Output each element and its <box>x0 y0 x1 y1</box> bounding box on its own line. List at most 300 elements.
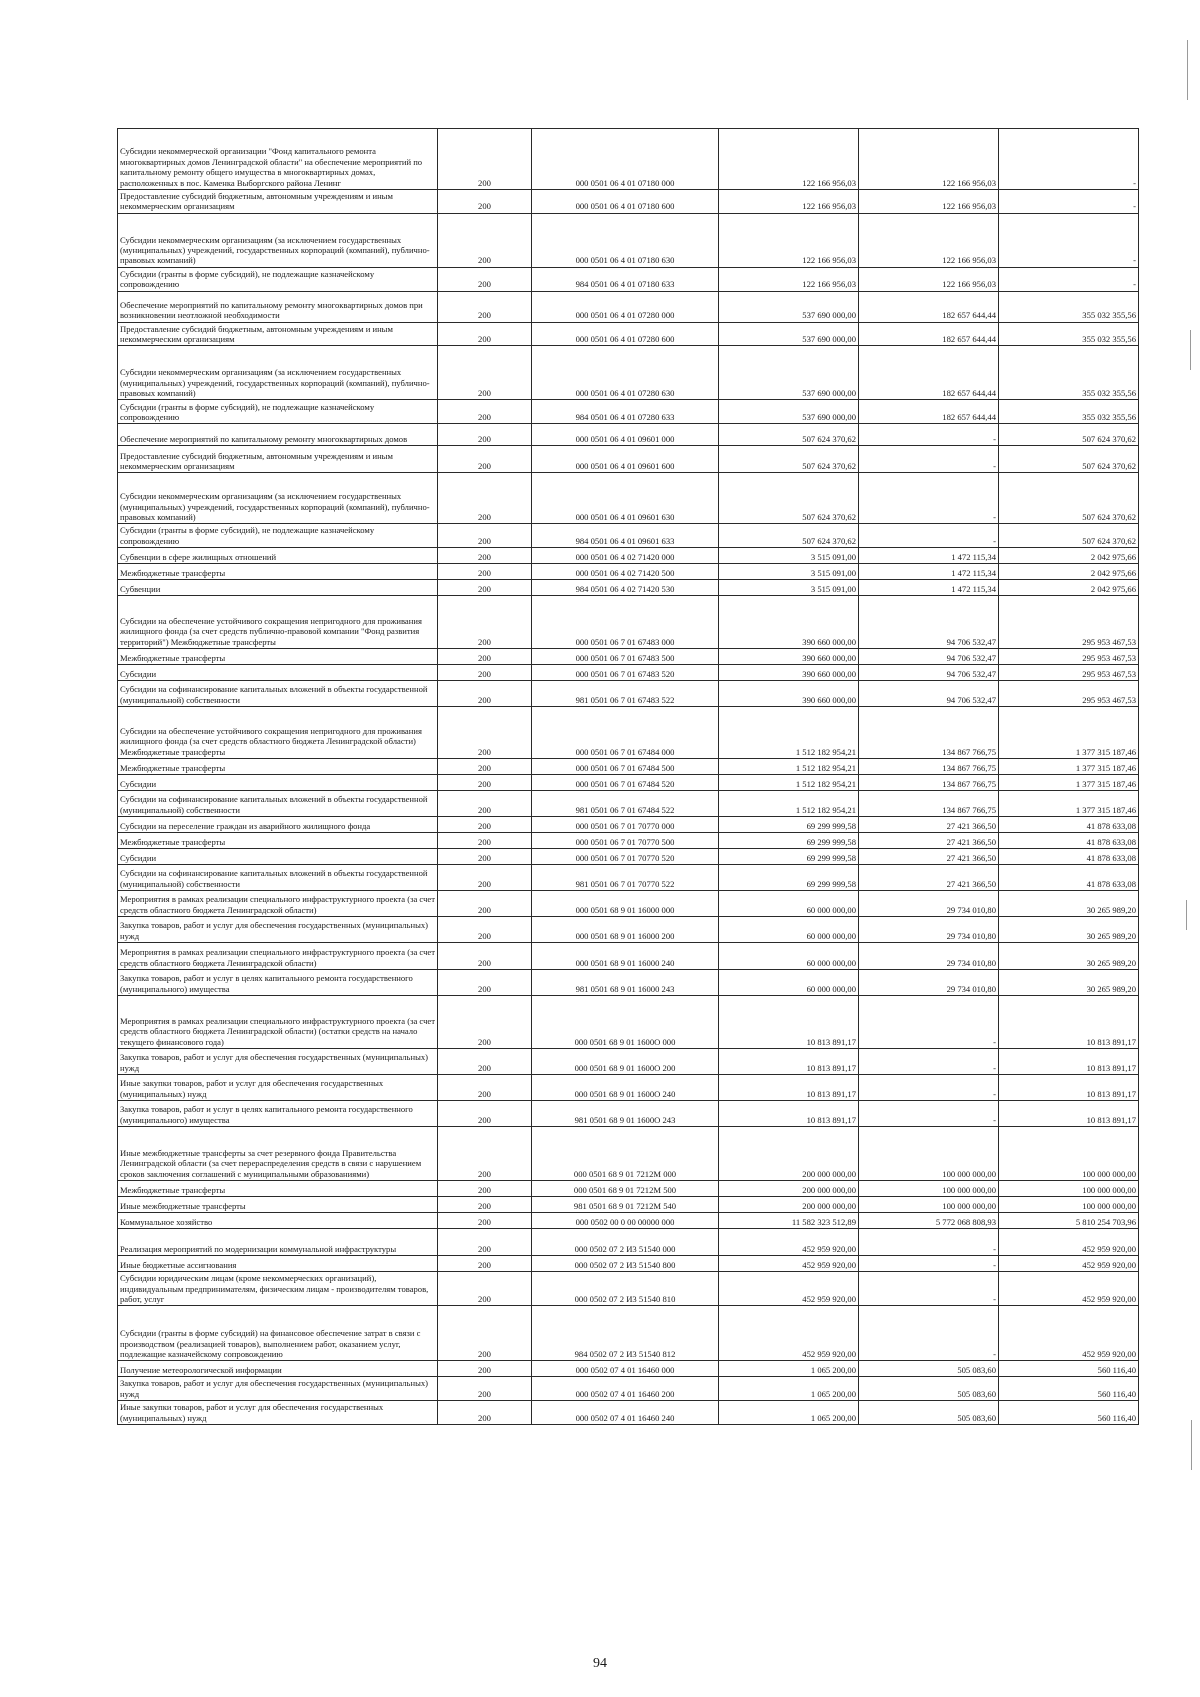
cell-executed: 1 472 115,34 <box>859 580 999 596</box>
cell-line-code: 200 <box>438 1272 532 1306</box>
table-row <box>118 1361 1139 1377</box>
cell-unexecuted: 355 032 355,56 <box>999 291 1139 322</box>
cell-executed: 182 657 644,44 <box>859 322 999 346</box>
table-row <box>118 424 1139 446</box>
cell-unexecuted: 100 000 000,00 <box>999 1197 1139 1213</box>
cell-approved: 200 000 000,00 <box>719 1197 859 1213</box>
cell-line-code: 200 <box>438 1401 532 1425</box>
table-row <box>118 817 1139 833</box>
cell-line-code: 200 <box>438 596 532 649</box>
table-row <box>118 943 1139 970</box>
cell-executed: 134 867 766,75 <box>859 707 999 759</box>
cell-name: Субсидии на софинансирование капитальных вложений в объекты государственной (муниципальной) собственности <box>118 681 438 707</box>
table-row <box>118 649 1139 665</box>
cell-line-code: 200 <box>438 291 532 322</box>
cell-approved: 11 582 323 512,89 <box>719 1213 859 1229</box>
cell-line-code: 200 <box>438 1213 532 1229</box>
cell-budget-code: 000 0501 06 4 01 07280 000 <box>532 291 719 322</box>
cell-line-code: 200 <box>438 548 532 564</box>
cell-name: Закупка товаров, работ и услуг в целях капитального ремонта государственного (муниципального) имущества <box>118 970 438 996</box>
cell-line-code: 200 <box>438 1306 532 1361</box>
cell-line-code: 200 <box>438 943 532 970</box>
cell-approved: 60 000 000,00 <box>719 891 859 917</box>
cell-name: Реализация мероприятий по модернизации коммунальной инфраструктуры <box>118 1229 438 1256</box>
cell-name: Коммунальное хозяйство <box>118 1213 438 1229</box>
cell-approved: 537 690 000,00 <box>719 291 859 322</box>
cell-name: Межбюджетные трансферты <box>118 1181 438 1197</box>
cell-executed: 27 421 366,50 <box>859 865 999 891</box>
cell-budget-code: 000 0502 07 4 01 16460 000 <box>532 1361 719 1377</box>
cell-executed: 27 421 366,50 <box>859 817 999 833</box>
cell-approved: 1 065 200,00 <box>719 1401 859 1425</box>
cell-line-code: 200 <box>438 833 532 849</box>
cell-executed: 94 706 532,47 <box>859 596 999 649</box>
cell-line-code: 200 <box>438 970 532 996</box>
cell-budget-code: 981 0501 68 9 01 16000 243 <box>532 970 719 996</box>
cell-approved: 3 515 091,00 <box>719 580 859 596</box>
table-row <box>118 1377 1139 1401</box>
cell-executed: 182 657 644,44 <box>859 400 999 424</box>
cell-line-code: 200 <box>438 707 532 759</box>
table-row <box>118 129 1139 190</box>
cell-name: Межбюджетные трансферты <box>118 833 438 849</box>
cell-approved: 122 166 956,03 <box>719 213 859 267</box>
cell-name: Закупка товаров, работ и услуг для обеспечения государственных (муниципальных) нужд <box>118 1049 438 1075</box>
cell-name: Мероприятия в рамках реализации специального инфраструктурного проекта (за счет средств областного бюджета Ленинградской области) <box>118 943 438 970</box>
page-number: 94 <box>593 1656 607 1671</box>
cell-executed: 94 706 532,47 <box>859 649 999 665</box>
cell-name: Обеспечение мероприятий по капитальному ремонту многоквартирных домов <box>118 424 438 446</box>
cell-unexecuted: 452 959 920,00 <box>999 1272 1139 1306</box>
cell-name: Субсидии <box>118 849 438 865</box>
table-row <box>118 970 1139 996</box>
cell-budget-code: 000 0501 06 4 02 71420 000 <box>532 548 719 564</box>
cell-budget-code: 000 0501 06 4 02 71420 500 <box>532 564 719 580</box>
cell-budget-code: 000 0501 06 7 01 67484 520 <box>532 775 719 791</box>
cell-executed: 29 734 010,80 <box>859 943 999 970</box>
cell-unexecuted: 452 959 920,00 <box>999 1229 1139 1256</box>
cell-approved: 537 690 000,00 <box>719 322 859 346</box>
cell-budget-code: 981 0501 68 9 01 7212М 540 <box>532 1197 719 1213</box>
cell-approved: 122 166 956,03 <box>719 129 859 190</box>
cell-unexecuted: 355 032 355,56 <box>999 346 1139 400</box>
cell-unexecuted: 355 032 355,56 <box>999 322 1139 346</box>
cell-budget-code: 981 0501 06 7 01 70770 522 <box>532 865 719 891</box>
cell-unexecuted: 5 810 254 703,96 <box>999 1213 1139 1229</box>
cell-unexecuted: 1 377 315 187,46 <box>999 775 1139 791</box>
cell-budget-code: 000 0501 06 7 01 70770 500 <box>532 833 719 849</box>
cell-budget-code: 000 0502 07 4 01 16460 240 <box>532 1401 719 1425</box>
cell-line-code: 200 <box>438 891 532 917</box>
cell-line-code: 200 <box>438 917 532 943</box>
cell-name: Мероприятия в рамках реализации специального инфраструктурного проекта (за счет средств областного бюджета Ленинградской области) (остатки средств на начало текущего финансового года) <box>118 996 438 1049</box>
cell-approved: 3 515 091,00 <box>719 564 859 580</box>
cell-unexecuted: 100 000 000,00 <box>999 1181 1139 1197</box>
cell-executed: 1 472 115,34 <box>859 564 999 580</box>
cell-name: Субсидии на обеспечение устойчивого сокращения непригодного для проживания жилищного фонда (за счет средств областного бюджета Ленинградской области) Межбюджетные трансферты <box>118 707 438 759</box>
cell-executed: - <box>859 1306 999 1361</box>
cell-executed: - <box>859 1049 999 1075</box>
cell-name: Предоставление субсидий бюджетным, автономным учреждениям и иным некоммерческим организациям <box>118 446 438 473</box>
cell-approved: 60 000 000,00 <box>719 943 859 970</box>
table-row <box>118 681 1139 707</box>
cell-executed: - <box>859 473 999 524</box>
table-row <box>118 1101 1139 1127</box>
cell-unexecuted: - <box>999 213 1139 267</box>
cell-line-code: 200 <box>438 346 532 400</box>
cell-executed: 100 000 000,00 <box>859 1127 999 1181</box>
cell-name: Иные межбюджетные трансферты <box>118 1197 438 1213</box>
table-row <box>118 564 1139 580</box>
table-row <box>118 291 1139 322</box>
cell-executed: 122 166 956,03 <box>859 213 999 267</box>
cell-executed: 134 867 766,75 <box>859 791 999 817</box>
cell-budget-code: 984 0501 06 4 01 09601 633 <box>532 524 719 548</box>
table-row <box>118 833 1139 849</box>
scan-mark <box>1186 900 1187 930</box>
cell-line-code: 200 <box>438 1127 532 1181</box>
cell-budget-code: 000 0502 07 2 И3 51540 800 <box>532 1256 719 1272</box>
cell-budget-code: 000 0501 68 9 01 1600О 240 <box>532 1075 719 1101</box>
table-row <box>118 775 1139 791</box>
cell-executed: - <box>859 424 999 446</box>
table-row <box>118 1127 1139 1181</box>
cell-executed: - <box>859 1256 999 1272</box>
cell-unexecuted: 295 953 467,53 <box>999 681 1139 707</box>
cell-budget-code: 000 0501 68 9 01 1600О 000 <box>532 996 719 1049</box>
cell-unexecuted: 100 000 000,00 <box>999 1127 1139 1181</box>
cell-line-code: 200 <box>438 849 532 865</box>
table-row <box>118 707 1139 759</box>
cell-budget-code: 000 0501 68 9 01 7212М 000 <box>532 1127 719 1181</box>
cell-approved: 69 299 999,58 <box>719 817 859 833</box>
table-row <box>118 1256 1139 1272</box>
cell-unexecuted: 507 624 370,62 <box>999 446 1139 473</box>
table-row <box>118 524 1139 548</box>
cell-budget-code: 000 0501 06 7 01 67484 500 <box>532 759 719 775</box>
cell-executed: 29 734 010,80 <box>859 917 999 943</box>
cell-unexecuted: 10 813 891,17 <box>999 1075 1139 1101</box>
cell-name: Получение метеорологической информации <box>118 1361 438 1377</box>
cell-unexecuted: 355 032 355,56 <box>999 400 1139 424</box>
cell-approved: 69 299 999,58 <box>719 865 859 891</box>
cell-budget-code: 000 0502 00 0 00 00000 000 <box>532 1213 719 1229</box>
cell-unexecuted: 560 116,40 <box>999 1361 1139 1377</box>
cell-budget-code: 000 0501 06 4 01 07180 630 <box>532 213 719 267</box>
cell-line-code: 200 <box>438 1361 532 1377</box>
cell-budget-code: 000 0501 06 4 01 09601 600 <box>532 446 719 473</box>
cell-line-code: 200 <box>438 524 532 548</box>
cell-budget-code: 000 0501 06 4 01 07180 600 <box>532 190 719 214</box>
cell-executed: 505 083,60 <box>859 1401 999 1425</box>
cell-unexecuted: 452 959 920,00 <box>999 1306 1139 1361</box>
cell-name: Закупка товаров, работ и услуг для обеспечения государственных (муниципальных) нужд <box>118 1377 438 1401</box>
scan-mark <box>1187 40 1188 100</box>
cell-approved: 507 624 370,62 <box>719 424 859 446</box>
cell-name: Субсидии юридическим лицам (кроме некоммерческих организаций), индивидуальным предпринимателям, физическим лицам - производителям товаров, работ, услуг <box>118 1272 438 1306</box>
cell-line-code: 200 <box>438 1181 532 1197</box>
cell-line-code: 200 <box>438 791 532 817</box>
cell-approved: 69 299 999,58 <box>719 849 859 865</box>
cell-name: Субсидии на софинансирование капитальных вложений в объекты государственной (муниципальной) собственности <box>118 791 438 817</box>
cell-budget-code: 000 0501 06 4 01 09601 000 <box>532 424 719 446</box>
cell-unexecuted: 560 116,40 <box>999 1401 1139 1425</box>
table-row <box>118 446 1139 473</box>
cell-approved: 10 813 891,17 <box>719 1075 859 1101</box>
table-row <box>118 1272 1139 1306</box>
cell-budget-code: 000 0501 06 7 01 67484 000 <box>532 707 719 759</box>
cell-budget-code: 000 0501 68 9 01 1600О 200 <box>532 1049 719 1075</box>
cell-budget-code: 000 0501 06 4 01 07280 600 <box>532 322 719 346</box>
cell-budget-code: 000 0501 06 4 01 07180 000 <box>532 129 719 190</box>
cell-name: Субвенции <box>118 580 438 596</box>
cell-unexecuted: - <box>999 267 1139 291</box>
cell-budget-code: 000 0501 68 9 01 16000 240 <box>532 943 719 970</box>
cell-approved: 1 512 182 954,21 <box>719 707 859 759</box>
cell-budget-code: 000 0501 06 4 01 09601 630 <box>532 473 719 524</box>
cell-approved: 60 000 000,00 <box>719 917 859 943</box>
cell-budget-code: 984 0501 06 4 01 07180 633 <box>532 267 719 291</box>
cell-unexecuted: 2 042 975,66 <box>999 548 1139 564</box>
cell-unexecuted: 1 377 315 187,46 <box>999 759 1139 775</box>
cell-executed: - <box>859 1272 999 1306</box>
cell-unexecuted: 30 265 989,20 <box>999 970 1139 996</box>
table-row <box>118 400 1139 424</box>
cell-name: Мероприятия в рамках реализации специального инфраструктурного проекта (за счет средств областного бюджета Ленинградской области) <box>118 891 438 917</box>
cell-name: Субсидии (гранты в форме субсидий), не подлежащие казначейскому сопровождению <box>118 267 438 291</box>
cell-approved: 507 624 370,62 <box>719 524 859 548</box>
cell-executed: 505 083,60 <box>859 1361 999 1377</box>
cell-budget-code: 981 0501 06 7 01 67483 522 <box>532 681 719 707</box>
cell-name: Межбюджетные трансферты <box>118 649 438 665</box>
cell-line-code: 200 <box>438 190 532 214</box>
cell-name: Субсидии некоммерческим организациям (за исключением государственных (муниципальных) учреждений, государственных корпораций (компаний), публично-правовых компаний) <box>118 346 438 400</box>
cell-executed: 505 083,60 <box>859 1377 999 1401</box>
cell-line-code: 200 <box>438 665 532 681</box>
table-body <box>118 129 1139 1425</box>
cell-line-code: 200 <box>438 129 532 190</box>
table-row <box>118 1197 1139 1213</box>
cell-line-code: 200 <box>438 400 532 424</box>
cell-unexecuted: 507 624 370,62 <box>999 473 1139 524</box>
cell-executed: 134 867 766,75 <box>859 775 999 791</box>
cell-unexecuted: 10 813 891,17 <box>999 1101 1139 1127</box>
cell-executed: 182 657 644,44 <box>859 346 999 400</box>
table-row <box>118 759 1139 775</box>
cell-approved: 390 660 000,00 <box>719 649 859 665</box>
table-row <box>118 791 1139 817</box>
cell-name: Иные закупки товаров, работ и услуг для обеспечения государственных (муниципальных) нужд <box>118 1401 438 1425</box>
cell-name: Субсидии (гранты в форме субсидий), не подлежащие казначейскому сопровождению <box>118 400 438 424</box>
cell-line-code: 200 <box>438 1229 532 1256</box>
cell-budget-code: 984 0501 06 4 01 07280 633 <box>532 400 719 424</box>
cell-budget-code: 000 0501 06 7 01 70770 000 <box>532 817 719 833</box>
cell-executed: 100 000 000,00 <box>859 1197 999 1213</box>
cell-unexecuted: 295 953 467,53 <box>999 665 1139 681</box>
table-row <box>118 891 1139 917</box>
cell-line-code: 200 <box>438 775 532 791</box>
cell-approved: 1 065 200,00 <box>719 1377 859 1401</box>
cell-approved: 452 959 920,00 <box>719 1229 859 1256</box>
cell-line-code: 200 <box>438 1197 532 1213</box>
cell-name: Субсидии <box>118 665 438 681</box>
cell-line-code: 200 <box>438 1256 532 1272</box>
cell-executed: 5 772 068 808,93 <box>859 1213 999 1229</box>
cell-approved: 390 660 000,00 <box>719 681 859 707</box>
cell-unexecuted: 41 878 633,08 <box>999 833 1139 849</box>
table-row <box>118 473 1139 524</box>
cell-approved: 452 959 920,00 <box>719 1306 859 1361</box>
cell-budget-code: 000 0501 06 7 01 67483 000 <box>532 596 719 649</box>
cell-line-code: 200 <box>438 1049 532 1075</box>
table-row <box>118 1075 1139 1101</box>
cell-executed: 27 421 366,50 <box>859 849 999 865</box>
cell-name: Субсидии на софинансирование капитальных вложений в объекты государственной (муниципальной) собственности <box>118 865 438 891</box>
cell-name: Обеспечение мероприятий по капитальному ремонту многоквартирных домов при возникновении неотложной необходимости <box>118 291 438 322</box>
cell-line-code: 200 <box>438 580 532 596</box>
cell-unexecuted: 1 377 315 187,46 <box>999 707 1139 759</box>
cell-name: Субсидии на обеспечение устойчивого сокращения непригодного для проживания жилищного фонда (за счет средств публично-правовой компании "Фонд развития территорий") Межбюджетные трансферты <box>118 596 438 649</box>
cell-approved: 60 000 000,00 <box>719 970 859 996</box>
cell-approved: 390 660 000,00 <box>719 665 859 681</box>
cell-name: Межбюджетные трансферты <box>118 564 438 580</box>
cell-approved: 507 624 370,62 <box>719 473 859 524</box>
cell-name: Иные межбюджетные трансферты за счет резервного фонда Правительства Ленинградской области (за счет перераспределения средств в связи с нарушением сроков заключения соглашений с муниципальными образованиями) <box>118 1127 438 1181</box>
cell-unexecuted: - <box>999 190 1139 214</box>
cell-approved: 1 512 182 954,21 <box>719 791 859 817</box>
cell-unexecuted: - <box>999 129 1139 190</box>
cell-approved: 200 000 000,00 <box>719 1127 859 1181</box>
cell-line-code: 200 <box>438 996 532 1049</box>
table-row <box>118 917 1139 943</box>
cell-executed: 29 734 010,80 <box>859 970 999 996</box>
cell-executed: - <box>859 996 999 1049</box>
table-row <box>118 996 1139 1049</box>
cell-budget-code: 981 0501 06 7 01 67484 522 <box>532 791 719 817</box>
cell-budget-code: 981 0501 68 9 01 1600О 243 <box>532 1101 719 1127</box>
cell-executed: 27 421 366,50 <box>859 833 999 849</box>
cell-name: Иные закупки товаров, работ и услуг для обеспечения государственных (муниципальных) нужд <box>118 1075 438 1101</box>
cell-budget-code: 000 0501 06 7 01 70770 520 <box>532 849 719 865</box>
cell-executed: - <box>859 446 999 473</box>
cell-line-code: 200 <box>438 564 532 580</box>
cell-line-code: 200 <box>438 1377 532 1401</box>
cell-unexecuted: 452 959 920,00 <box>999 1256 1139 1272</box>
cell-name: Субсидии на переселение граждан из аварийного жилищного фонда <box>118 817 438 833</box>
cell-budget-code: 000 0501 06 7 01 67483 500 <box>532 649 719 665</box>
cell-line-code: 200 <box>438 1075 532 1101</box>
table-row <box>118 1306 1139 1361</box>
cell-executed: 100 000 000,00 <box>859 1181 999 1197</box>
cell-unexecuted: 1 377 315 187,46 <box>999 791 1139 817</box>
cell-unexecuted: 295 953 467,53 <box>999 649 1139 665</box>
cell-executed: 1 472 115,34 <box>859 548 999 564</box>
cell-line-code: 200 <box>438 759 532 775</box>
cell-approved: 200 000 000,00 <box>719 1181 859 1197</box>
cell-executed: - <box>859 1075 999 1101</box>
cell-approved: 537 690 000,00 <box>719 346 859 400</box>
table-row <box>118 596 1139 649</box>
cell-approved: 507 624 370,62 <box>719 446 859 473</box>
cell-name: Субсидии некоммерческой организации "Фонд капитального ремонта многоквартирных домов Ленинградской области" на обеспечение мероприятий по капитальному ремонту общего имущества в многоквартирных домах, расположенных в пос. Каменка Выборгского района Ленинг <box>118 129 438 190</box>
cell-executed: 134 867 766,75 <box>859 759 999 775</box>
cell-line-code: 200 <box>438 473 532 524</box>
cell-unexecuted: 2 042 975,66 <box>999 580 1139 596</box>
cell-executed: 122 166 956,03 <box>859 129 999 190</box>
table-row <box>118 665 1139 681</box>
cell-name: Предоставление субсидий бюджетным, автономным учреждениям и иным некоммерческим организациям <box>118 322 438 346</box>
table-row <box>118 1181 1139 1197</box>
cell-executed: - <box>859 1229 999 1256</box>
table-row <box>118 1401 1139 1425</box>
cell-unexecuted: 41 878 633,08 <box>999 865 1139 891</box>
cell-name: Иные бюджетные ассигнования <box>118 1256 438 1272</box>
cell-approved: 537 690 000,00 <box>719 400 859 424</box>
cell-budget-code: 000 0501 68 9 01 16000 200 <box>532 917 719 943</box>
cell-name: Субсидии некоммерческим организациям (за исключением государственных (муниципальных) учреждений, государственных корпораций (компаний), публично-правовых компаний) <box>118 473 438 524</box>
cell-name: Субсидии (гранты в форме субсидий) на финансовое обеспечение затрат в связи с производством (реализацией товаров), выполнением работ, оказанием услуг, подлежащие казначейскому сопровождению <box>118 1306 438 1361</box>
cell-approved: 122 166 956,03 <box>719 267 859 291</box>
cell-unexecuted: 30 265 989,20 <box>999 943 1139 970</box>
cell-budget-code: 000 0502 07 2 И3 51540 810 <box>532 1272 719 1306</box>
cell-name: Предоставление субсидий бюджетным, автономным учреждениям и иным некоммерческим организациям <box>118 190 438 214</box>
cell-approved: 10 813 891,17 <box>719 996 859 1049</box>
cell-name: Закупка товаров, работ и услуг в целях капитального ремонта государственного (муниципального) имущества <box>118 1101 438 1127</box>
cell-unexecuted: 295 953 467,53 <box>999 596 1139 649</box>
cell-executed: - <box>859 1101 999 1127</box>
table-row <box>118 865 1139 891</box>
cell-line-code: 200 <box>438 817 532 833</box>
cell-line-code: 200 <box>438 213 532 267</box>
cell-line-code: 200 <box>438 267 532 291</box>
table-row <box>118 580 1139 596</box>
scan-mark <box>1190 330 1191 370</box>
cell-executed: - <box>859 524 999 548</box>
cell-unexecuted: 10 813 891,17 <box>999 1049 1139 1075</box>
cell-budget-code: 000 0502 07 2 И3 51540 000 <box>532 1229 719 1256</box>
cell-unexecuted: 560 116,40 <box>999 1377 1139 1401</box>
table-row <box>118 267 1139 291</box>
cell-name: Межбюджетные трансферты <box>118 759 438 775</box>
cell-executed: 122 166 956,03 <box>859 190 999 214</box>
cell-executed: 182 657 644,44 <box>859 291 999 322</box>
cell-unexecuted: 10 813 891,17 <box>999 996 1139 1049</box>
cell-executed: 122 166 956,03 <box>859 267 999 291</box>
budget-execution-table <box>117 128 1139 1425</box>
cell-name: Субсидии (гранты в форме субсидий), не подлежащие казначейскому сопровождению <box>118 524 438 548</box>
cell-unexecuted: 2 042 975,66 <box>999 564 1139 580</box>
cell-line-code: 200 <box>438 1101 532 1127</box>
cell-approved: 1 065 200,00 <box>719 1361 859 1377</box>
cell-name: Закупка товаров, работ и услуг для обеспечения государственных (муниципальных) нужд <box>118 917 438 943</box>
table-row <box>118 548 1139 564</box>
cell-approved: 69 299 999,58 <box>719 833 859 849</box>
cell-approved: 452 959 920,00 <box>719 1272 859 1306</box>
cell-approved: 10 813 891,17 <box>719 1049 859 1075</box>
table-row <box>118 213 1139 267</box>
cell-name: Субсидии <box>118 775 438 791</box>
cell-budget-code: 000 0501 06 7 01 67483 520 <box>532 665 719 681</box>
cell-budget-code: 000 0501 06 4 01 07280 630 <box>532 346 719 400</box>
table-row <box>118 190 1139 214</box>
cell-unexecuted: 30 265 989,20 <box>999 917 1139 943</box>
cell-line-code: 200 <box>438 446 532 473</box>
cell-line-code: 200 <box>438 865 532 891</box>
cell-budget-code: 984 0502 07 2 И3 51540 812 <box>532 1306 719 1361</box>
cell-approved: 10 813 891,17 <box>719 1101 859 1127</box>
cell-unexecuted: 30 265 989,20 <box>999 891 1139 917</box>
table-row <box>118 1229 1139 1256</box>
